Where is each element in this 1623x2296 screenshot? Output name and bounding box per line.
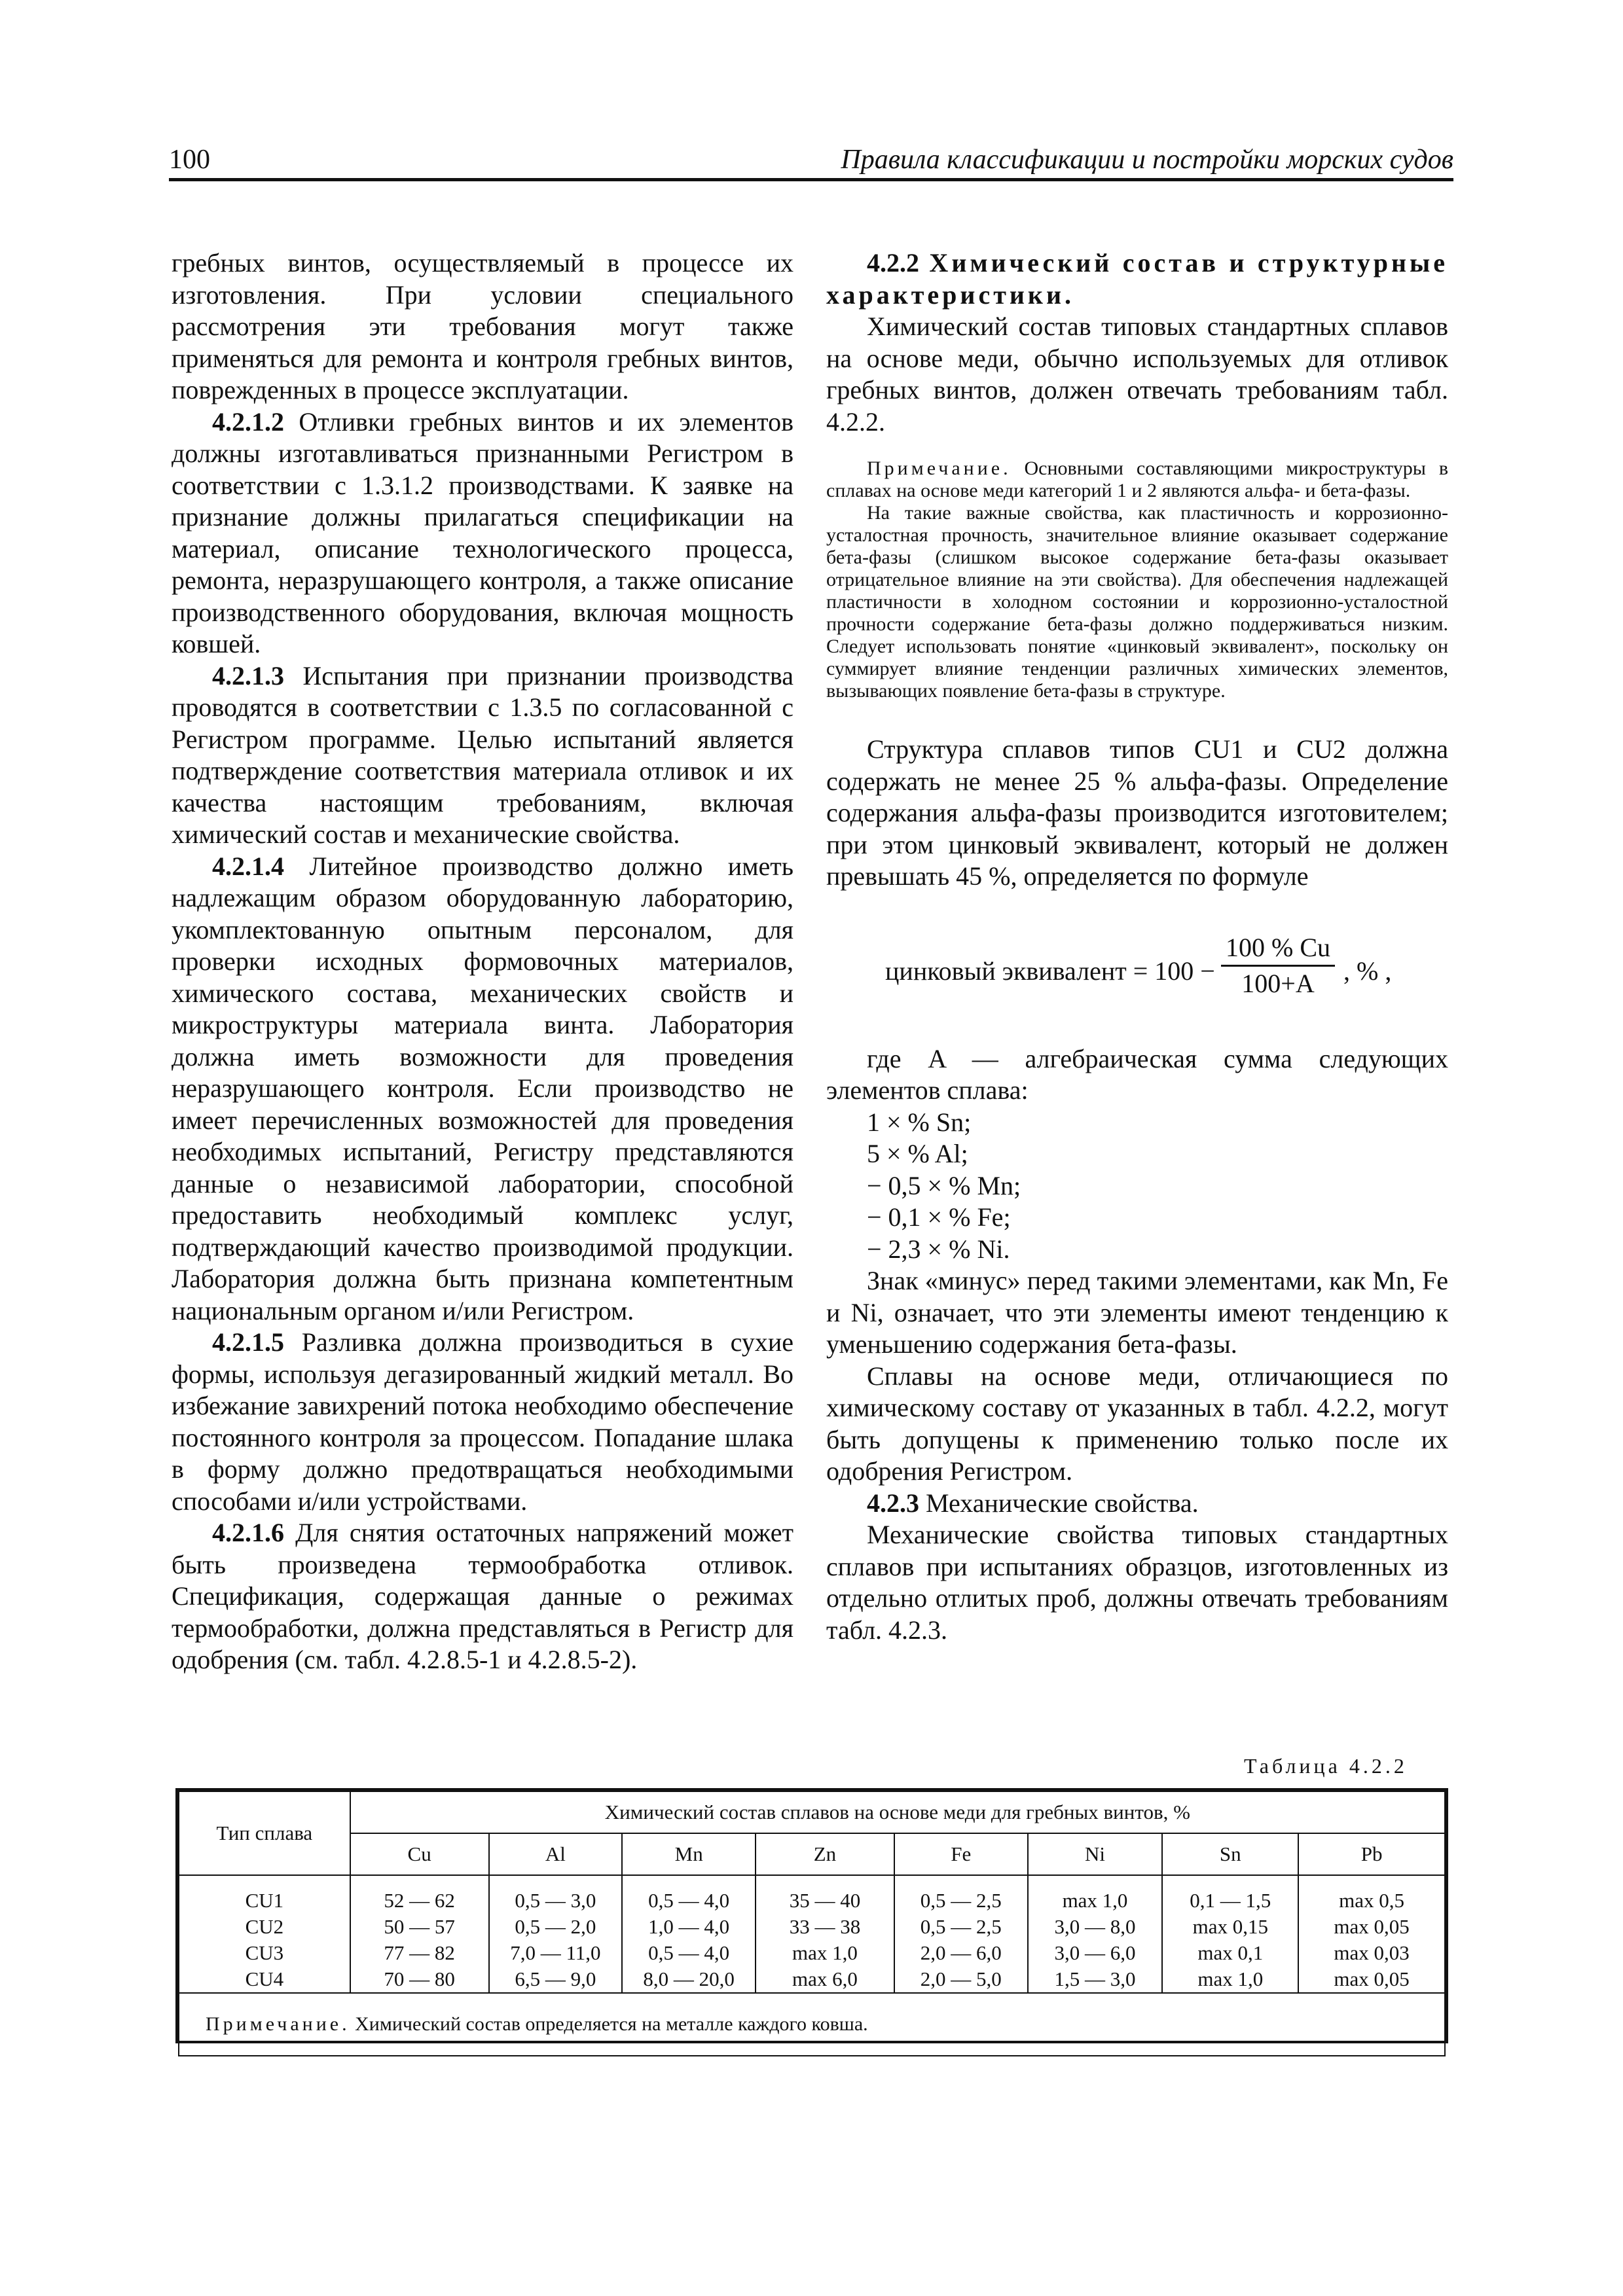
- paragraph-text: Литейное производство должно иметь надлежащим образом оборудованную лабораторию, укомплектованную опытным персоналом, для проверки исходных формовочных материалов, химического состава, механических свойств и микроструктуры материала винта. Лаборатория должна иметь возможности для проведения неразрушающего контроля. Если производство не имеет перечисленных возможностей для проведения необходимых испытаний, Регистру представляются данные о независимой лаборатории, способной предоставить необходимый комплекс услуг, подтверждающий качество производимой продукции. Лаборатория должна быть признана компетентным национальным органом и/или Регистром.: [172, 851, 793, 1325]
- table-note: [179, 1993, 1445, 2056]
- clause-number: 4.2.1.3: [212, 660, 284, 691]
- paragraph: [172, 660, 793, 851]
- table-cell: max 1,0: [792, 1941, 858, 1964]
- page-number: 100: [169, 145, 210, 175]
- table-cell: 50 — 57: [384, 1915, 455, 1938]
- table-cell: 0,5 — 2,0: [515, 1915, 596, 1938]
- clause-number: 4.2.1.6: [212, 1518, 284, 1547]
- clause-number: 4.2.3: [867, 1488, 919, 1518]
- formula-rhs: , % ,: [1343, 956, 1392, 986]
- fe-values-cell: [894, 1875, 1028, 1993]
- paragraph-text: Для снятия остаточных напряжений может быть произведена термообработка отливок. Спецификация, содержащая данные о режимах термообработки, должна представляться в Регистр для одобрения (см. табл. 4.2.8.5-1 и 4.2.8.5-2).: [172, 1518, 793, 1674]
- clause-number: 4.2.1.5: [212, 1327, 284, 1357]
- section-heading-text: Химический состав и структурные характеристики.: [826, 248, 1448, 310]
- table-cell: 0,5 — 4,0: [648, 1889, 730, 1912]
- col-header-fe: Fe: [894, 1833, 1028, 1875]
- paragraph-text: Отливки гребных винтов и их элементов должны изготавливаться признанными Регистром в соответствии с 1.3.1.2 производствами. К заявке на признание должны прилагаться спецификации на материал, описание технологического процесса, ремонта, неразрушающего контроля, а также описание производственного оборудования, включая мощность ковшей.: [172, 406, 793, 658]
- running-title: Правила классификации и постройки морских судов: [841, 145, 1453, 175]
- paragraph: [172, 851, 793, 1327]
- sum-terms-list: [867, 1107, 1448, 1266]
- cu-values-cell: [350, 1875, 489, 1993]
- right-column: [826, 247, 1448, 1646]
- table-cell: max 0,03: [1334, 1941, 1410, 1964]
- table-cell: CU2: [245, 1915, 284, 1938]
- formula-lhs: цинковый эквивалент = 100 −: [885, 956, 1215, 986]
- formula-denominator: 100+A: [1241, 969, 1315, 998]
- table-cell: 35 — 40: [789, 1889, 861, 1912]
- table-cell: 3,0 — 6,0: [1054, 1941, 1136, 1964]
- table-cell: max 0,05: [1334, 1967, 1410, 1990]
- table-body-row: [179, 1875, 1445, 1993]
- col-header-pb: Pb: [1298, 1833, 1445, 1875]
- table-note-label: Примечание.: [206, 2013, 350, 2035]
- pb-values-cell: [1298, 1875, 1445, 1993]
- table-cell: CU1: [245, 1889, 284, 1912]
- paragraph: [172, 1517, 793, 1676]
- col-header-ni: Ni: [1028, 1833, 1163, 1875]
- paragraph: [172, 1327, 793, 1517]
- table-cell: CU4: [245, 1967, 284, 1990]
- col-header-al: Al: [489, 1833, 623, 1875]
- table-cell: 0,5 — 4,0: [648, 1941, 730, 1964]
- table-cell: 8,0 — 20,0: [643, 1967, 735, 1990]
- note-text: Основными составляющими микроструктуры в сплавах на основе меди категорий 1 и 2 являются альфа- и бета-фазы.: [826, 457, 1448, 501]
- table-cell: max 0,5: [1339, 1889, 1405, 1912]
- note-paragraph: [826, 457, 1448, 502]
- alloy-types-cell: [179, 1875, 350, 1993]
- table-cell: max 6,0: [792, 1967, 858, 1990]
- table-cell: max 1,0: [1062, 1889, 1128, 1912]
- table-cell: CU3: [245, 1941, 284, 1964]
- paragraph: Сплавы на основе меди, отличающиеся по химическому составу от указанных в табл. 4.2.2, могут быть допущены к применению только после их одобрения Регистром.: [826, 1361, 1448, 1486]
- page-header: [169, 144, 1453, 183]
- list-item: 1 × % Sn;: [867, 1107, 972, 1137]
- table-cell: 1,0 — 4,0: [648, 1915, 730, 1938]
- col-header-cu: Cu: [350, 1833, 489, 1875]
- table-cell: 7,0 — 11,0: [510, 1941, 601, 1964]
- table: [178, 1791, 1446, 2056]
- paragraph: [172, 406, 793, 660]
- table-cell: 2,0 — 6,0: [920, 1941, 1002, 1964]
- table-note-text: Химический состав определяется на металле каждого ковша.: [350, 2013, 868, 2035]
- table-cell: 2,0 — 5,0: [920, 1967, 1002, 1990]
- section-heading: [826, 247, 1448, 311]
- list-item: − 0,1 × % Fe;: [867, 1202, 1011, 1232]
- paragraph: Механические свойства типовых стандартных сплавов при испытаниях образцов, изготовленных из отдельно отлитых проб, должны отвечать требованиям табл. 4.2.3.: [826, 1520, 1448, 1645]
- paragraph: гребных винтов, осуществляемый в процессе их изготовления. При условии специального рассмотрения эти требования могут также применяться для ремонта и контроля гребных винтов, поврежденных в процессе эксплуатации.: [172, 248, 793, 404]
- table-cell: 0,5 — 2,5: [920, 1915, 1002, 1938]
- section-heading-text: Механические свойства.: [919, 1488, 1199, 1518]
- list-item: 5 × % Al;: [867, 1139, 968, 1168]
- section-heading: [826, 1488, 1448, 1520]
- clause-number: 4.2.1.4: [212, 851, 284, 881]
- table-cell: 0,5 — 2,5: [920, 1889, 1002, 1912]
- ni-values-cell: [1028, 1875, 1163, 1993]
- table-cell: 0,1 — 1,5: [1190, 1889, 1271, 1912]
- list-item: − 0,5 × % Mn;: [867, 1170, 1021, 1200]
- table-cell: max 0,15: [1192, 1915, 1268, 1938]
- table-cell: max 0,05: [1334, 1915, 1410, 1938]
- table-cell: 1,5 — 3,0: [1054, 1967, 1136, 1990]
- col-header-sn: Sn: [1162, 1833, 1298, 1875]
- note-label: Примечание.: [867, 457, 1012, 479]
- group-header: Химический состав сплавов на основе меди для гребных винтов, %: [350, 1791, 1445, 1833]
- table-cell: 70 — 80: [384, 1967, 455, 1990]
- table-cell: 6,5 — 9,0: [515, 1967, 596, 1990]
- paragraph: Химический состав типовых стандартных сплавов на основе меди, обычно используемых для отливок гребных винтов, должен отвечать требованиям табл. 4.2.2.: [826, 312, 1448, 437]
- col-header-alloy-type: Тип сплава: [179, 1791, 350, 1875]
- paragraph: Структура сплавов типов CU1 и CU2 должна содержать не менее 25 % альфа-фазы. Определение содержания альфа-фазы производится изготовителем; при этом цинковый эквивалент, который не должен превышать 45 %, определяется по формуле: [826, 734, 1448, 891]
- zn-values-cell: [756, 1875, 894, 1993]
- paragraph: где A — алгебраическая сумма следующих элементов сплава:: [826, 1043, 1448, 1105]
- paragraph-text: Разливка должна производиться в сухие формы, используя дегазированный жидкий металл. Во избежание завихрений потока необходимо обеспечение постоянного контроля за процессом. Попадание шлака в форму должно предотвращаться необходимыми способами и/или устройствами.: [172, 1327, 793, 1516]
- formula-fraction: [1221, 932, 1335, 1000]
- clause-number: 4.2.1.2: [212, 406, 284, 437]
- table-cell: max 1,0: [1197, 1967, 1264, 1990]
- zinc-equivalent-formula: [826, 932, 1448, 1004]
- list-item: − 2,3 × % Ni.: [867, 1234, 1010, 1264]
- table-caption: Таблица 4.2.2: [1244, 1754, 1408, 1778]
- sn-values-cell: [1162, 1875, 1298, 1993]
- table-cell: 3,0 — 8,0: [1054, 1915, 1136, 1938]
- mn-values-cell: [622, 1875, 756, 1993]
- paragraph: Знак «минус» перед такими элементами, как Mn, Fe и Ni, означает, что эти элементы имеют тенденцию к уменьшению содержания бета-фазы.: [826, 1266, 1448, 1359]
- note-block: [826, 457, 1448, 702]
- table-cell: max 0,1: [1197, 1941, 1264, 1964]
- table-cell: 52 — 62: [384, 1889, 455, 1912]
- clause-number: 4.2.2: [867, 248, 919, 278]
- note-paragraph: На такие важные свойства, как пластичность и коррозионно-усталостная прочность, значительное влияние оказывает содержание бета-фазы (слишком высокое содержание бета-фазы оказывает отрицательное влияние на эти свойства). Для обеспечения надлежащей пластичности в холодном состоянии и коррозионно-усталостной прочности содержание бета-фазы должно поддерживаться низким. Следует использовать понятие «цинковый эквивалент», поскольку он суммирует влияние тенденции различных химических элементов, вызывающих появление бета-фазы в структуре.: [826, 502, 1448, 702]
- paragraph-text: Испытания при признании производства проводятся в соответствии с 1.3.5 по согласованной с Регистром программе. Целью испытаний является подтверждение соответствия материала отливок и их качества настоящим требованиям, включая химический состав и механические свойства.: [172, 660, 793, 849]
- formula-numerator: 100 % Cu: [1221, 932, 1335, 967]
- left-column: [172, 247, 793, 1676]
- table-cell: 77 — 82: [384, 1941, 455, 1964]
- composition-table: [175, 1788, 1448, 2043]
- col-header-zn: Zn: [756, 1833, 894, 1875]
- al-values-cell: [489, 1875, 623, 1993]
- table-cell: 33 — 38: [789, 1915, 861, 1938]
- table-cell: 0,5 — 3,0: [515, 1889, 596, 1912]
- header-rule: [169, 178, 1453, 181]
- col-header-mn: Mn: [622, 1833, 756, 1875]
